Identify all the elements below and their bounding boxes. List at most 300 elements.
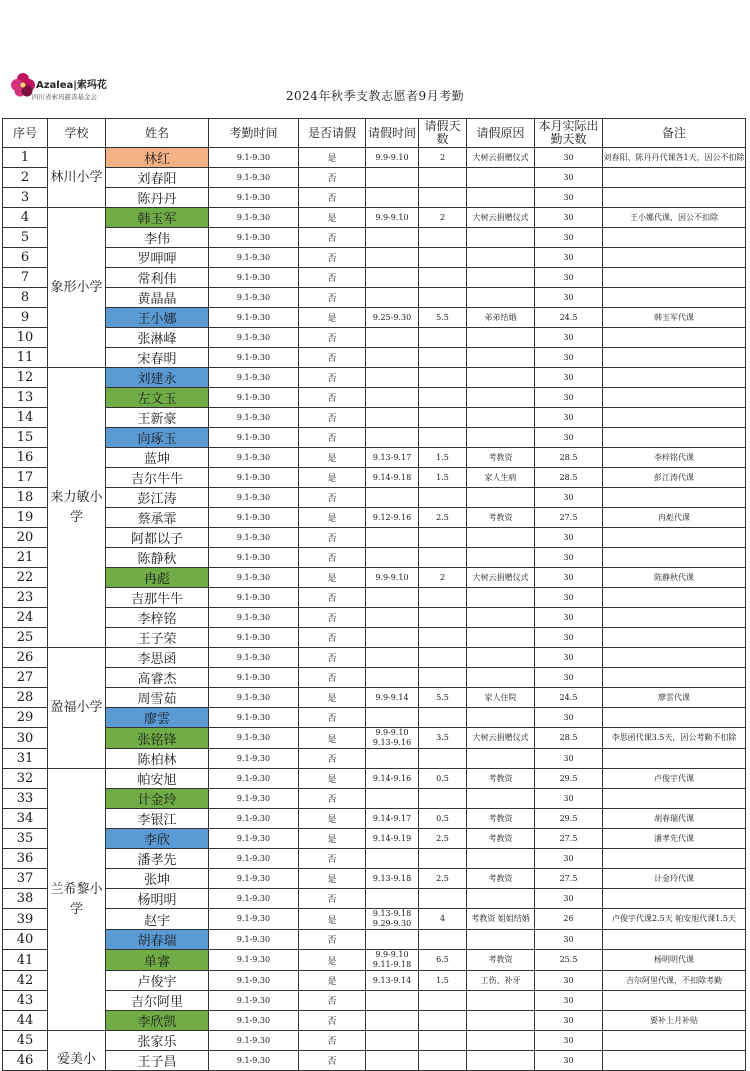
leave-days	[419, 1051, 467, 1071]
leave-reason	[467, 268, 535, 288]
leave-days: 6.5	[419, 950, 467, 971]
leave-days: 1.5	[419, 468, 467, 488]
row-number: 42	[3, 971, 48, 991]
actual-days: 30	[535, 1031, 603, 1051]
leave-reason	[467, 628, 535, 648]
leave-days: 1.5	[419, 971, 467, 991]
leave-days: 5.5	[419, 688, 467, 708]
leave-flag: 否	[299, 991, 366, 1011]
volunteer-name: 蔡承霏	[106, 508, 209, 528]
remark: 要补上月补贴	[603, 1011, 746, 1031]
row-number: 25	[3, 628, 48, 648]
volunteer-name: 杨明明	[106, 889, 209, 909]
leave-days	[419, 348, 467, 368]
leave-days: 2.5	[419, 829, 467, 849]
actual-days: 30	[535, 971, 603, 991]
attendance-period: 9.1-9.30	[209, 488, 299, 508]
actual-days: 28.5	[535, 448, 603, 468]
row-number: 18	[3, 488, 48, 508]
remark: 潘孝先代课	[603, 829, 746, 849]
leave-reason	[467, 708, 535, 728]
school-name: 林川小学	[48, 148, 106, 208]
leave-days: 3.5	[419, 728, 467, 749]
leave-days	[419, 328, 467, 348]
leave-flag: 否	[299, 548, 366, 568]
leave-days: 2.5	[419, 508, 467, 528]
volunteer-name: 张家乐	[106, 1031, 209, 1051]
leave-period: 9.13-9.17	[366, 448, 419, 468]
leave-days	[419, 588, 467, 608]
attendance-period: 9.1-9.30	[209, 468, 299, 488]
leave-days	[419, 248, 467, 268]
remark: 李思函代课3.5天，因公考勤不扣除	[603, 728, 746, 749]
table-row	[3, 448, 746, 468]
leave-flag: 是	[299, 728, 366, 749]
actual-days: 28.5	[535, 728, 603, 749]
leave-days	[419, 648, 467, 668]
leave-reason	[467, 1031, 535, 1051]
leave-flag: 否	[299, 930, 366, 950]
leave-period	[366, 388, 419, 408]
row-number: 27	[3, 668, 48, 688]
leave-flag: 否	[299, 288, 366, 308]
leave-reason	[467, 648, 535, 668]
volunteer-name: 李思函	[106, 648, 209, 668]
volunteer-name: 宋春明	[106, 348, 209, 368]
attendance-period: 9.1-9.30	[209, 348, 299, 368]
leave-reason	[467, 388, 535, 408]
actual-days: 30	[535, 548, 603, 568]
table-row	[3, 208, 746, 228]
attendance-period: 9.1-9.30	[209, 971, 299, 991]
attendance-table	[2, 118, 746, 1071]
leave-flag: 是	[299, 508, 366, 528]
volunteer-name: 吉尔阿里	[106, 991, 209, 1011]
table-row	[3, 789, 746, 809]
school-name: 来力敏小学	[48, 368, 106, 648]
leave-days	[419, 668, 467, 688]
leave-flag: 是	[299, 448, 366, 468]
leave-days	[419, 608, 467, 628]
actual-days: 30	[535, 348, 603, 368]
volunteer-name: 陈柏林	[106, 749, 209, 769]
row-number: 21	[3, 548, 48, 568]
actual-days: 30	[535, 188, 603, 208]
attendance-period: 9.1-9.30	[209, 769, 299, 789]
row-number: 8	[3, 288, 48, 308]
attendance-period: 9.1-9.30	[209, 428, 299, 448]
leave-flag: 否	[299, 168, 366, 188]
leave-flag: 是	[299, 568, 366, 588]
attendance-period: 9.1-9.30	[209, 728, 299, 749]
logo-subtitle: 四川省索玛慈善基金会	[32, 93, 97, 101]
remark: 计金玲代课	[603, 869, 746, 889]
leave-reason	[467, 849, 535, 869]
volunteer-name: 单睿	[106, 950, 209, 971]
leave-days: 2	[419, 208, 467, 228]
row-number: 44	[3, 1011, 48, 1031]
row-number: 16	[3, 448, 48, 468]
leave-flag: 否	[299, 488, 366, 508]
leave-period	[366, 588, 419, 608]
row-number: 35	[3, 829, 48, 849]
leave-period	[366, 408, 419, 428]
leave-days	[419, 368, 467, 388]
attendance-period: 9.1-9.30	[209, 208, 299, 228]
volunteer-name: 罗呷呷	[106, 248, 209, 268]
attendance-period: 9.1-9.30	[209, 869, 299, 889]
leave-reason	[467, 428, 535, 448]
attendance-period: 9.1-9.30	[209, 930, 299, 950]
actual-days: 30	[535, 1051, 603, 1071]
leave-period	[366, 168, 419, 188]
leave-period	[366, 749, 419, 769]
table-row	[3, 348, 746, 368]
volunteer-name: 陈静秋	[106, 548, 209, 568]
leave-period	[366, 991, 419, 1011]
remark	[603, 991, 746, 1011]
volunteer-name: 王子荣	[106, 628, 209, 648]
leave-period	[366, 668, 419, 688]
header-note: 备注	[603, 119, 746, 148]
actual-days: 30	[535, 148, 603, 168]
attendance-period: 9.1-9.30	[209, 789, 299, 809]
leave-period: 9.9-9.10	[366, 568, 419, 588]
remark	[603, 268, 746, 288]
page-title: 2024年秋季支教志愿者9月考勤	[285, 89, 465, 103]
header-no: 序号	[3, 119, 48, 148]
leave-days	[419, 488, 467, 508]
leave-period	[366, 428, 419, 448]
leave-days: 0.5	[419, 809, 467, 829]
leave-reason	[467, 608, 535, 628]
leave-flag: 否	[299, 1051, 366, 1071]
leave-reason: 家人住院	[467, 688, 535, 708]
row-number: 30	[3, 728, 48, 749]
attendance-period: 9.1-9.30	[209, 889, 299, 909]
leave-reason	[467, 488, 535, 508]
row-number: 41	[3, 950, 48, 971]
leave-days	[419, 288, 467, 308]
table-row	[3, 468, 746, 488]
leave-reason	[467, 930, 535, 950]
remark	[603, 708, 746, 728]
volunteer-name: 王子昌	[106, 1051, 209, 1071]
leave-period: 9.9-9.14	[366, 688, 419, 708]
leave-period: 9.14-9.17	[366, 809, 419, 829]
attendance-period: 9.1-9.30	[209, 749, 299, 769]
actual-days: 30	[535, 668, 603, 688]
row-number: 45	[3, 1031, 48, 1051]
volunteer-name: 韩玉军	[106, 208, 209, 228]
remark	[603, 648, 746, 668]
leave-flag: 是	[299, 809, 366, 829]
actual-days: 30	[535, 930, 603, 950]
leave-period	[366, 228, 419, 248]
actual-days: 30	[535, 1011, 603, 1031]
table-row	[3, 749, 746, 769]
remark	[603, 388, 746, 408]
leave-period: 9.9-9.10	[366, 208, 419, 228]
row-number: 12	[3, 368, 48, 388]
leave-period	[366, 608, 419, 628]
leave-reason: 大树云捐赠仪式	[467, 568, 535, 588]
leave-reason: 考教资	[467, 869, 535, 889]
table-row	[3, 930, 746, 950]
leave-reason	[467, 991, 535, 1011]
leave-reason: 考教资	[467, 508, 535, 528]
leave-flag: 是	[299, 869, 366, 889]
row-number: 11	[3, 348, 48, 368]
attendance-period: 9.1-9.30	[209, 248, 299, 268]
leave-period	[366, 1011, 419, 1031]
attendance-period: 9.1-9.30	[209, 448, 299, 468]
table-row	[3, 488, 746, 508]
row-number: 34	[3, 809, 48, 829]
leave-period: 9.9-9.10	[366, 148, 419, 168]
leave-days	[419, 789, 467, 809]
volunteer-name: 彭江涛	[106, 488, 209, 508]
attendance-period: 9.1-9.30	[209, 288, 299, 308]
table-row	[3, 991, 746, 1011]
leave-period	[366, 1051, 419, 1071]
leave-days	[419, 528, 467, 548]
leave-flag: 否	[299, 188, 366, 208]
attendance-period: 9.1-9.30	[209, 508, 299, 528]
volunteer-name: 高睿杰	[106, 668, 209, 688]
table-row	[3, 268, 746, 288]
remark	[603, 1031, 746, 1051]
table-row	[3, 188, 746, 208]
remark: 胡春瑞代课	[603, 809, 746, 829]
header-school: 学校	[48, 119, 106, 148]
remark	[603, 188, 746, 208]
leave-reason	[467, 228, 535, 248]
table-row	[3, 849, 746, 869]
leave-flag: 否	[299, 708, 366, 728]
remark	[603, 428, 746, 448]
attendance-period: 9.1-9.30	[209, 1051, 299, 1071]
leave-flag: 是	[299, 688, 366, 708]
actual-days: 30	[535, 648, 603, 668]
remark	[603, 248, 746, 268]
table-row	[3, 809, 746, 829]
actual-days: 27.5	[535, 829, 603, 849]
actual-days: 30	[535, 288, 603, 308]
leave-flag: 否	[299, 408, 366, 428]
leave-days	[419, 548, 467, 568]
leave-days: 5.5	[419, 308, 467, 328]
table-body	[3, 148, 746, 1071]
actual-days: 29.5	[535, 809, 603, 829]
leave-reason: 考教资	[467, 829, 535, 849]
leave-reason	[467, 288, 535, 308]
table-row	[3, 368, 746, 388]
leave-days	[419, 168, 467, 188]
volunteer-name: 刘春阳	[106, 168, 209, 188]
leave-days	[419, 408, 467, 428]
leave-period	[366, 348, 419, 368]
leave-reason	[467, 528, 535, 548]
actual-days: 30	[535, 628, 603, 648]
actual-days: 30	[535, 408, 603, 428]
attendance-period: 9.1-9.30	[209, 308, 299, 328]
actual-days: 30	[535, 228, 603, 248]
leave-flag: 是	[299, 468, 366, 488]
attendance-period: 9.1-9.30	[209, 628, 299, 648]
remark	[603, 528, 746, 548]
leave-flag: 否	[299, 428, 366, 448]
table-row	[3, 308, 746, 328]
attendance-period: 9.1-9.30	[209, 548, 299, 568]
remark	[603, 328, 746, 348]
actual-days: 30	[535, 568, 603, 588]
attendance-period: 9.1-9.30	[209, 168, 299, 188]
actual-days: 30	[535, 889, 603, 909]
row-number: 15	[3, 428, 48, 448]
leave-days: 2.5	[419, 869, 467, 889]
volunteer-name: 黄晶晶	[106, 288, 209, 308]
table-row	[3, 728, 746, 749]
leave-period: 9.13-9.14	[366, 971, 419, 991]
volunteer-name: 潘孝先	[106, 849, 209, 869]
volunteer-name: 周雪茹	[106, 688, 209, 708]
actual-days: 30	[535, 368, 603, 388]
leave-reason	[467, 588, 535, 608]
table-row	[3, 548, 746, 568]
leave-period	[366, 248, 419, 268]
volunteer-name: 王小娜	[106, 308, 209, 328]
volunteer-name: 帕安旭	[106, 769, 209, 789]
volunteer-name: 李欣凯	[106, 1011, 209, 1031]
table-row	[3, 148, 746, 168]
leave-reason: 考教资	[467, 809, 535, 829]
leave-flag: 否	[299, 889, 366, 909]
volunteer-name: 李银江	[106, 809, 209, 829]
leave-days	[419, 188, 467, 208]
leave-flag: 是	[299, 909, 366, 930]
leave-period	[366, 628, 419, 648]
leave-flag: 是	[299, 308, 366, 328]
school-name: 兰希黎小学	[48, 769, 106, 1031]
remark	[603, 348, 746, 368]
leave-flag: 是	[299, 148, 366, 168]
leave-flag: 是	[299, 769, 366, 789]
remark: 杨明明代课	[603, 950, 746, 971]
row-number: 3	[3, 188, 48, 208]
attendance-period: 9.1-9.30	[209, 829, 299, 849]
leave-period	[366, 188, 419, 208]
remark	[603, 548, 746, 568]
actual-days: 29.5	[535, 769, 603, 789]
leave-reason	[467, 168, 535, 188]
leave-reason	[467, 368, 535, 388]
remark	[603, 588, 746, 608]
remark	[603, 1051, 746, 1071]
remark: 彭江涛代课	[603, 468, 746, 488]
row-number: 2	[3, 168, 48, 188]
row-number: 37	[3, 869, 48, 889]
leave-reason: 考教资 姐姐结婚	[467, 909, 535, 930]
leave-period: 9.13-9.18 9.29-9.30	[366, 909, 419, 930]
attendance-period: 9.1-9.30	[209, 688, 299, 708]
leave-flag: 否	[299, 1031, 366, 1051]
leave-days	[419, 849, 467, 869]
remark	[603, 368, 746, 388]
attendance-period: 9.1-9.30	[209, 588, 299, 608]
leave-period: 9.9-9.10 9.13-9.16	[366, 728, 419, 749]
remark	[603, 288, 746, 308]
leave-flag: 否	[299, 388, 366, 408]
leave-reason	[467, 668, 535, 688]
row-number: 24	[3, 608, 48, 628]
leave-days	[419, 268, 467, 288]
leave-period: 9.13-9.18	[366, 869, 419, 889]
leave-reason	[467, 408, 535, 428]
volunteer-name: 张坤	[106, 869, 209, 889]
leave-period	[366, 849, 419, 869]
leave-period	[366, 708, 419, 728]
remark	[603, 168, 746, 188]
leave-days	[419, 889, 467, 909]
leave-reason: 大树云捐赠仪式	[467, 728, 535, 749]
row-number: 26	[3, 648, 48, 668]
table-row	[3, 508, 746, 528]
attendance-period: 9.1-9.30	[209, 528, 299, 548]
actual-days: 30	[535, 268, 603, 288]
remark: 卢俊宇代课2.5天 帕安旭代课1.5天	[603, 909, 746, 930]
row-number: 39	[3, 909, 48, 930]
header-time: 考勤时间	[209, 119, 299, 148]
row-number: 6	[3, 248, 48, 268]
attendance-period: 9.1-9.30	[209, 668, 299, 688]
leave-reason	[467, 789, 535, 809]
leave-flag: 否	[299, 628, 366, 648]
row-number: 23	[3, 588, 48, 608]
remark: 刘春阳、陈丹丹代课各1天，因公不扣除	[603, 148, 746, 168]
actual-days: 30	[535, 608, 603, 628]
header-reason: 请假原因	[467, 119, 535, 148]
volunteer-name: 李梓铭	[106, 608, 209, 628]
leave-reason	[467, 348, 535, 368]
attendance-period: 9.1-9.30	[209, 950, 299, 971]
leave-reason: 大树云捐赠仪式	[467, 148, 535, 168]
leave-flag: 否	[299, 368, 366, 388]
table-row	[3, 428, 746, 448]
actual-days: 27.5	[535, 869, 603, 889]
leave-period	[366, 789, 419, 809]
table-row	[3, 568, 746, 588]
table-row	[3, 708, 746, 728]
volunteer-name: 陈丹丹	[106, 188, 209, 208]
leave-reason	[467, 548, 535, 568]
volunteer-name: 蓝坤	[106, 448, 209, 468]
row-number: 31	[3, 749, 48, 769]
actual-days: 30	[535, 488, 603, 508]
actual-days: 30	[535, 849, 603, 869]
attendance-period: 9.1-9.30	[209, 1031, 299, 1051]
leave-period	[366, 548, 419, 568]
volunteer-name: 卢俊宇	[106, 971, 209, 991]
table-row	[3, 950, 746, 971]
leave-flag: 否	[299, 1011, 366, 1031]
school-name: 爱美小	[48, 1031, 106, 1071]
leave-reason	[467, 889, 535, 909]
remark: 王小娜代课，因公不扣除	[603, 208, 746, 228]
leave-reason: 工伤、补牙	[467, 971, 535, 991]
leave-flag: 是	[299, 971, 366, 991]
leave-flag: 是	[299, 950, 366, 971]
